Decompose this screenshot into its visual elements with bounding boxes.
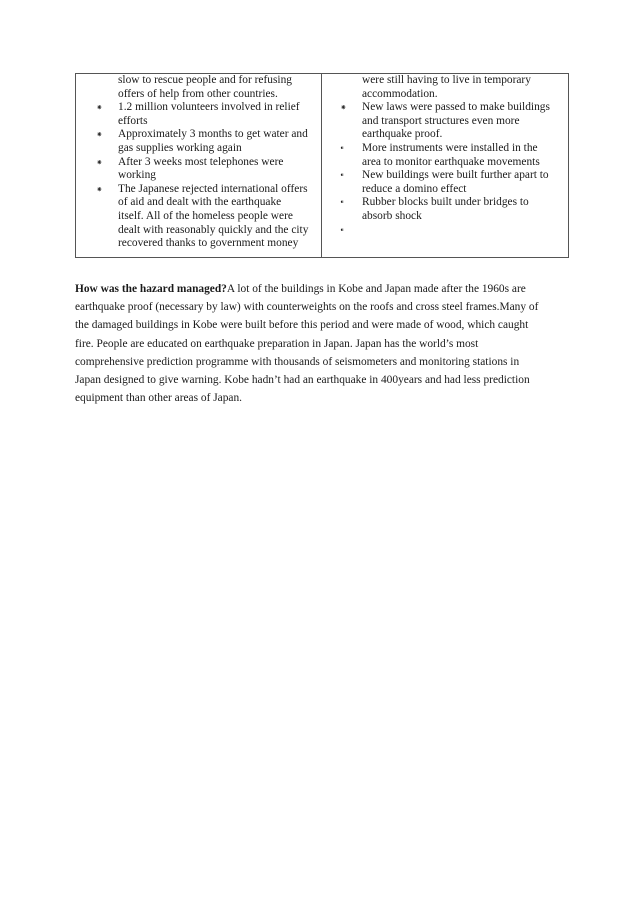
- bullet-icon: ⁕: [340, 103, 347, 113]
- list-item: [118, 74, 315, 88]
- list-item-text: New buildings were built further apart to: [362, 169, 549, 182]
- list-item: [340, 169, 564, 183]
- list-item-text: accommodation.: [362, 87, 438, 100]
- bullet-icon: ⁌: [340, 198, 344, 208]
- left-column-content: [76, 74, 321, 257]
- table-row: [76, 74, 569, 258]
- list-item-text: were still having to live in temporary: [362, 74, 531, 86]
- paragraph-line: the damaged buildings in Kobe were built before this period and were made of wood, which caught: [75, 319, 529, 332]
- list-item: [96, 155, 315, 170]
- list-item-text: Rubber blocks built under bridges to: [362, 196, 529, 209]
- paragraph-line: comprehensive prediction programme with thousands of seismometers and monitoring stations in: [75, 355, 520, 368]
- paragraph-heading: How was the hazard managed?: [75, 283, 227, 295]
- list-item: [118, 142, 315, 156]
- list-item: [118, 169, 315, 183]
- list-item-text: recovered thanks to government money: [118, 237, 299, 250]
- list-item-text: New laws were passed to make buildings: [362, 101, 550, 114]
- list-item-text: itself. All of the homeless people were: [118, 209, 293, 222]
- list-item: [362, 156, 564, 170]
- list-item-text: Approximately 3 months to get water and: [118, 128, 308, 141]
- list-item: [96, 128, 315, 142]
- list-item: [96, 182, 315, 197]
- paragraph-line: fire. People are educated on earthquake preparation in Japan. Japan has the world’s most: [75, 337, 479, 350]
- list-item: [362, 88, 564, 102]
- paragraph-line: [75, 280, 570, 298]
- list-item-text: gas supplies working again: [118, 141, 242, 154]
- list-item-text: dealt with reasonably quickly and the city: [118, 223, 309, 236]
- list-item-text: working: [118, 169, 156, 182]
- right-column-content: [322, 74, 568, 257]
- list-item-text: area to monitor earthquake movements: [362, 155, 540, 168]
- list-item: [340, 141, 564, 156]
- list-item-text: After 3 weeks most telephones were: [118, 155, 284, 168]
- paragraph-line-text: A lot of the buildings in Kobe and Japan made after the 1960s are: [226, 283, 526, 295]
- list-item: [362, 115, 564, 129]
- list-item: [118, 224, 315, 238]
- list-item: [362, 128, 564, 142]
- list-item-text: slow to rescue people and for refusing: [118, 74, 292, 86]
- bullet-icon: ⁕: [96, 103, 103, 113]
- notes-table: [75, 73, 569, 258]
- bullet-icon: ⁌: [340, 143, 344, 153]
- list-item-text: More instruments were installed in the: [362, 141, 538, 154]
- list-item-text: efforts: [118, 114, 148, 127]
- list-item: [96, 101, 315, 115]
- list-item-text: offers of help from other countries.: [118, 87, 278, 100]
- paragraph-line: Japan designed to give warning. Kobe hadn’t had an earthquake in 400years and had less prediction: [75, 374, 530, 387]
- list-item-text: reduce a domino effect: [362, 182, 467, 195]
- list-item: [362, 74, 564, 88]
- list-item: [118, 88, 315, 102]
- list-item: [118, 196, 315, 210]
- list-item: [118, 237, 315, 251]
- list-item-text: and transport structures even more: [362, 114, 520, 127]
- list-item: [118, 115, 315, 129]
- left-column-cell: [76, 74, 322, 258]
- list-item: [362, 210, 564, 224]
- paragraph-line: equipment than other areas of Japan.: [75, 392, 242, 405]
- list-item: [118, 210, 315, 224]
- list-item-text: The Japanese rejected international offers: [118, 182, 308, 195]
- list-item-text: absorb shock: [362, 209, 422, 222]
- hazard-management-paragraph: [75, 280, 570, 407]
- bullet-icon: ⁌: [340, 225, 344, 235]
- bullet-icon: ⁕: [96, 130, 103, 140]
- list-item-text: earthquake proof.: [362, 128, 443, 141]
- list-item-text: of aid and dealt with the earthquake: [118, 196, 282, 209]
- list-item-text: 1.2 million volunteers involved in relief: [118, 101, 300, 114]
- bullet-icon: ⁕: [96, 184, 103, 194]
- right-column-cell: [322, 74, 569, 258]
- bullet-icon: ⁌: [340, 171, 344, 181]
- list-item: [340, 196, 564, 210]
- paragraph-line: earthquake proof (necessary by law) with counterweights on the roofs and cross steel frames.Many of: [75, 301, 539, 314]
- list-item: [340, 101, 564, 115]
- list-item: [362, 183, 564, 197]
- bullet-icon: ⁕: [96, 157, 103, 167]
